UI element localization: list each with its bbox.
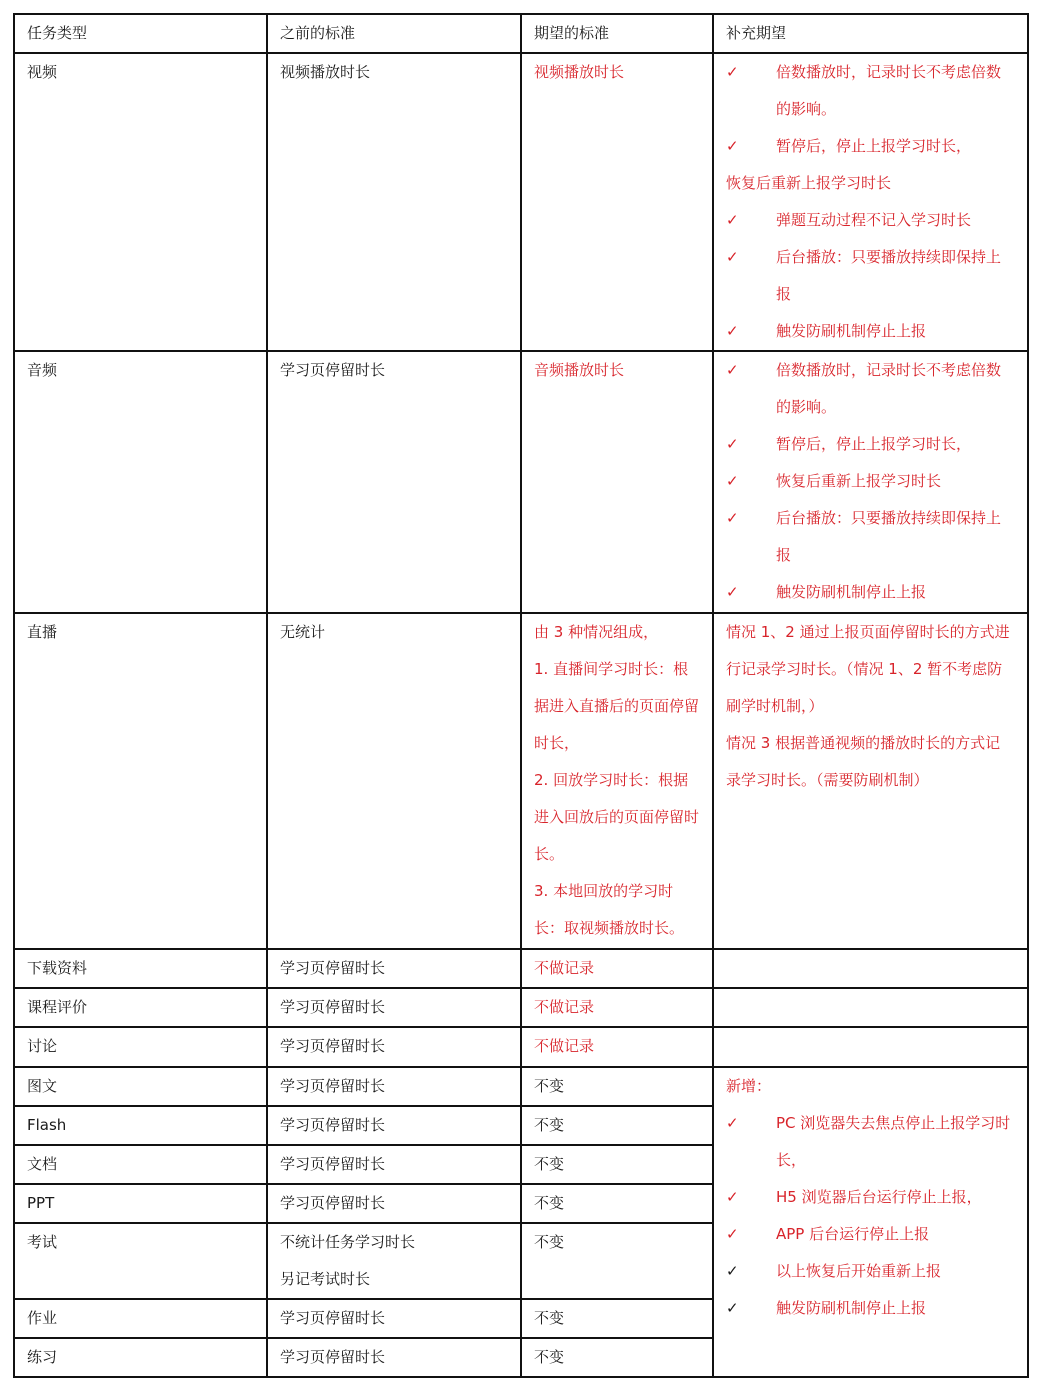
cell-type: Flash	[14, 1106, 267, 1145]
header-extra-expectation: 补充期望	[713, 14, 1028, 53]
cell-expected: 不变	[521, 1223, 713, 1299]
check-icon: ✓	[726, 1188, 739, 1206]
extra-item: ✓ 触发防刷机制停止上报	[726, 574, 1015, 611]
table-row-review	[14, 988, 1028, 1027]
cell-expected: 不变	[521, 1338, 713, 1377]
cell-extra	[713, 351, 1028, 613]
extra-item: ✓ 弹题互动过程不记入学习时长	[726, 202, 1015, 239]
cell-before: 学习页停留时长	[267, 1184, 521, 1223]
cell-expected: 不做记录	[521, 988, 713, 1027]
header-expected-standard: 期望的标准	[521, 14, 713, 53]
cell-before: 学习页停留时长	[267, 1299, 521, 1338]
cell-expected: 不变	[521, 1184, 713, 1223]
cell-before: 学习页停留时长	[267, 1338, 521, 1377]
cell-type: 课程评价	[14, 988, 267, 1027]
cell-type: 直播	[14, 613, 267, 949]
check-icon: ✓	[726, 583, 739, 601]
check-icon: ✓	[726, 361, 739, 379]
check-icon: ✓	[726, 211, 739, 229]
extra-item: 情况 1、2 通过上报页面停留时长的方式进行记录学习时长。（情况 1、2 暂不考虑防刷学时机制，）	[726, 623, 1010, 715]
cell-before: 无统计	[267, 613, 521, 949]
extra-item: ✓ H5 浏览器后台运行停止上报，	[726, 1179, 1015, 1216]
extra-item: ✓ 触发防刷机制停止上报	[726, 1290, 1015, 1327]
cell-expected: 不变	[521, 1067, 713, 1106]
table-row-live	[14, 613, 1028, 949]
cell-expected: 不变	[521, 1299, 713, 1338]
cell-type: 练习	[14, 1338, 267, 1377]
cell-expected: 不变	[521, 1145, 713, 1184]
cell-type: 讨论	[14, 1027, 267, 1067]
check-icon: ✓	[726, 509, 739, 527]
expected-line: 由 3 种情况组成，	[534, 623, 659, 641]
check-icon: ✓	[726, 322, 739, 340]
cell-type: 下载资料	[14, 949, 267, 988]
table-row-discussion	[14, 1027, 1028, 1067]
cell-expected: 不做记录	[521, 949, 713, 988]
extra-item: ✓ 倍数播放时，记录时长不考虑倍数的影响。	[726, 352, 1015, 426]
cell-extra-merged	[713, 1067, 1028, 1377]
cell-expected: 不变	[521, 1106, 713, 1145]
check-icon: ✓	[726, 1299, 739, 1317]
cell-extra	[713, 613, 1028, 949]
before-line: 不统计任务学习时长	[280, 1233, 416, 1251]
cell-type: 图文	[14, 1067, 267, 1106]
table-row-video	[14, 53, 1028, 351]
check-icon: ✓	[726, 435, 739, 453]
extra-item: 恢复后重新上报学习时长	[726, 174, 892, 192]
check-icon: ✓	[726, 63, 739, 81]
check-icon: ✓	[726, 1114, 739, 1132]
cell-before: 学习页停留时长	[267, 949, 521, 988]
extra-item: ✓ 后台播放：只要播放持续即保持上报	[726, 500, 1015, 574]
header-task-type: 任务类型	[14, 14, 267, 53]
before-line: 另记考试时长	[280, 1270, 371, 1288]
check-icon: ✓	[726, 248, 739, 266]
cell-type: 视频	[14, 53, 267, 351]
expected-line: 3. 本地回放的学习时长：取视频播放时长。	[534, 882, 685, 937]
extra-item: 情况 3 根据普通视频的播放时长的方式记录学习时长。（需要防刷机制）	[726, 734, 1001, 789]
extra-item: ✓ 恢复后重新上报学习时长	[726, 463, 1015, 500]
expected-line: 2. 回放学习时长：根据进入回放后的页面停留时长。	[534, 771, 700, 863]
extra-item: ✓ 后台播放：只要播放持续即保持上报	[726, 239, 1015, 313]
cell-expected: 不做记录	[521, 1027, 713, 1067]
cell-expected: 音频播放时长	[521, 351, 713, 613]
cell-expected	[521, 613, 713, 949]
cell-expected: 视频播放时长	[521, 53, 713, 351]
cell-extra	[713, 1027, 1028, 1067]
cell-before: 学习页停留时长	[267, 351, 521, 613]
table-row-audio	[14, 351, 1028, 613]
cell-before: 学习页停留时长	[267, 988, 521, 1027]
header-previous-standard: 之前的标准	[267, 14, 521, 53]
extra-item: ✓ 以上恢复后开始重新上报	[726, 1253, 1015, 1290]
extra-item: ✓ 暂停后，停止上报学习时长，	[726, 128, 1015, 165]
cell-type: 作业	[14, 1299, 267, 1338]
cell-type: 考试	[14, 1223, 267, 1299]
table-row-graphic	[14, 1067, 1028, 1106]
check-icon: ✓	[726, 472, 739, 490]
cell-before: 学习页停留时长	[267, 1027, 521, 1067]
cell-type: PPT	[14, 1184, 267, 1223]
cell-extra	[713, 988, 1028, 1027]
cell-type: 文档	[14, 1145, 267, 1184]
cell-extra	[713, 949, 1028, 988]
check-icon: ✓	[726, 1225, 739, 1243]
cell-before: 视频播放时长	[267, 53, 521, 351]
cell-before: 学习页停留时长	[267, 1145, 521, 1184]
cell-extra	[713, 53, 1028, 351]
extra-item: ✓ APP 后台运行停止上报	[726, 1216, 1015, 1253]
table-row-download	[14, 949, 1028, 988]
expected-line: 1. 直播间学习时长：根据进入直播后的页面停留时长，	[534, 660, 700, 752]
extra-item: ✓ 触发防刷机制停止上报	[726, 313, 1015, 350]
table-header-row	[14, 14, 1028, 53]
merged-extra-title: 新增：	[726, 1077, 772, 1095]
cell-before: 学习页停留时长	[267, 1106, 521, 1145]
cell-before: 学习页停留时长	[267, 1067, 521, 1106]
check-icon: ✓	[726, 1262, 739, 1280]
extra-item: ✓ PC 浏览器失去焦点停止上报学习时长，	[726, 1105, 1015, 1179]
cell-before	[267, 1223, 521, 1299]
extra-item: ✓ 倍数播放时，记录时长不考虑倍数的影响。	[726, 54, 1015, 128]
extra-item: ✓ 暂停后，停止上报学习时长，	[726, 426, 1015, 463]
check-icon: ✓	[726, 137, 739, 155]
requirements-table	[13, 13, 1029, 1378]
cell-type: 音频	[14, 351, 267, 613]
